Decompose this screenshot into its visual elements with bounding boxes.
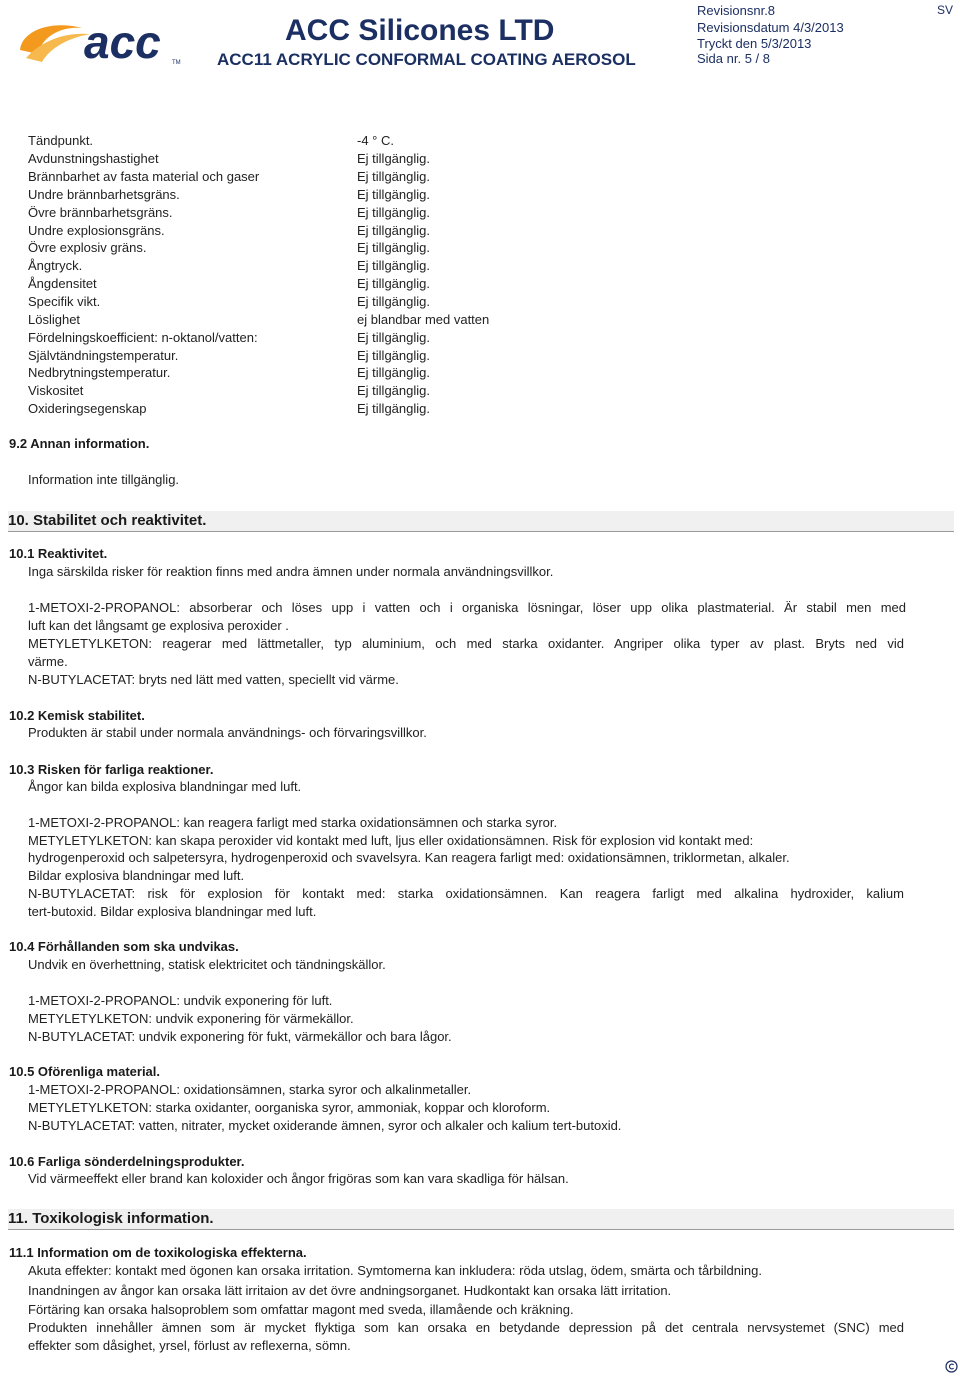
- property-label: Ångtryck.: [28, 258, 83, 273]
- paragraph-line: N-BUTYLACETAT: bryts ned lätt med vatten, speciellt vid värme.: [28, 672, 399, 687]
- property-value: Ej tillgänglig.: [357, 240, 430, 255]
- paragraph-line: METYLETYLKETON: kan skapa peroxider vid kontakt med luft, ljus eller oxidationsämnen. Risk för explosion vid kontakt med:: [28, 833, 754, 848]
- property-value: Ej tillgänglig.: [357, 330, 430, 345]
- paragraph-line: Akuta effekter: kontakt med ögonen kan orsaka irritation. Symtomerna kan inkludera: röda utslag, ödem, smärta och tårbildning.: [28, 1263, 762, 1278]
- paragraph-line: N-BUTYLACETAT: risk för explosion för kontakt med: starka oxidationsämnen. Kan reagera farligt med alkalina hydroxider, kalium: [28, 886, 904, 901]
- section-10-header: [8, 511, 954, 532]
- svg-text:TM: TM: [172, 60, 181, 66]
- property-value: Ej tillgänglig.: [357, 223, 430, 238]
- acc-logo: [12, 14, 192, 68]
- company-name: ACC Silicones LTD: [285, 14, 555, 47]
- paragraph-line: Förtäring kan orsaka halsoproblem som omfattar magont med sveda, illamående och kräkning.: [28, 1302, 574, 1317]
- property-label: Tändpunkt.: [28, 133, 94, 148]
- property-label: Ångdensitet: [28, 276, 97, 291]
- property-value: ej blandbar med vatten: [357, 312, 490, 327]
- property-label: Löslighet: [28, 312, 81, 327]
- subsection-heading-9-2: 9.2 Annan information.: [9, 436, 150, 451]
- paragraph-line: N-BUTYLACETAT: undvik exponering för fukt, värmekällor och bara lågor.: [28, 1029, 452, 1044]
- property-label: Viskositet: [28, 383, 84, 398]
- property-label: Övre brännbarhetsgräns.: [28, 205, 173, 220]
- property-label: Nedbrytningstemperatur.: [28, 365, 171, 380]
- property-value: Ej tillgänglig.: [357, 258, 430, 273]
- paragraph-line: värme.: [28, 654, 68, 669]
- paragraph-line: Inandningen av ångor kan orsaka lätt irritaion av det övre andningsorganet. Hudkontakt kan orsaka lätt irritation.: [28, 1283, 672, 1298]
- subsection-heading-10-4: 10.4 Förhållanden som ska undvikas.: [9, 939, 239, 954]
- paragraph-line: Bildar explosiva blandningar med luft.: [28, 868, 245, 883]
- property-value: Ej tillgänglig.: [357, 205, 430, 220]
- property-label: Brännbarhet av fasta material och gaser: [28, 169, 260, 184]
- property-value: -4 ° C.: [357, 133, 394, 148]
- property-label: Övre explosiv gräns.: [28, 240, 147, 255]
- property-label: Undre brännbarhetsgräns.: [28, 187, 180, 202]
- property-label: Oxideringsegenskap: [28, 401, 147, 416]
- subsection-heading-10-3: 10.3 Risken för farliga reaktioner.: [9, 762, 214, 777]
- language-code: SV: [937, 3, 954, 17]
- subsection-heading-10-1: 10.1 Reaktivitet.: [9, 546, 108, 561]
- paragraph-line: luft kan det långsamt ge explosiva peroxider .: [28, 618, 289, 633]
- copyright-icon: [945, 1360, 958, 1373]
- paragraph-line: effekter som dåsighet, yrsel, förlust av reflexerna, sömn.: [28, 1338, 351, 1353]
- property-value: Ej tillgänglig.: [357, 294, 430, 309]
- property-label: Självtändningstemperatur.: [28, 348, 179, 363]
- subsection-heading-10-2: 10.2 Kemisk stabilitet.: [9, 708, 145, 723]
- paragraph-line: Undvik en överhettning, statisk elektricitet och tändningskällor.: [28, 957, 386, 972]
- print-date: Tryckt den 5/3/2013: [697, 36, 812, 51]
- paragraph-line: Inga särskilda risker för reaktion finns med andra ämnen under normala användningsvillkor.: [28, 564, 554, 579]
- paragraph-line: tert-butoxid. Bildar explosiva blandningar med luft.: [28, 904, 317, 919]
- paragraph-line: METYLETYLKETON: reagerar med lättmetaller, typ aluminium, och med starka oxidanter. Angriper olika typer av plast. Bryts ned vid: [28, 636, 904, 651]
- svg-text:acc: acc: [84, 16, 161, 68]
- page-number: Sida nr. 5 / 8: [697, 51, 770, 66]
- section-10-title: 10. Stabilitet och reaktivitet.: [8, 512, 207, 529]
- property-value: Ej tillgänglig.: [357, 383, 430, 398]
- revision-date: Revisionsdatum 4/3/2013: [697, 20, 844, 35]
- paragraph-line: Vid värmeeffekt eller brand kan koloxider och ångor frigöras som kan vara skadliga för hälsan.: [28, 1171, 569, 1186]
- paragraph-line: Ångor kan bilda explosiva blandningar med luft.: [28, 779, 302, 794]
- info-text: Information inte tillgänglig.: [28, 472, 180, 487]
- property-label: Undre explosionsgräns.: [28, 223, 165, 238]
- property-value: Ej tillgänglig.: [357, 187, 430, 202]
- property-value: Ej tillgänglig.: [357, 365, 430, 380]
- subsection-heading-11-1: 11.1 Information om de toxikologiska effekterna.: [9, 1245, 307, 1260]
- property-label: Specifik vikt.: [28, 294, 101, 309]
- paragraph-line: N-BUTYLACETAT: vatten, nitrater, mycket oxiderande ämnen, syror och alkaler och kalium tert-butoxid.: [28, 1118, 622, 1133]
- paragraph-line: METYLETYLKETON: undvik exponering för värmekällor.: [28, 1011, 354, 1026]
- paragraph-line: Produkten innehåller ämnen som är mycket flyktiga som kan orsaka en betydande depression på det centrala nervsystemet (SNC) med: [28, 1320, 904, 1335]
- paragraph-line: 1-METOXI-2-PROPANOL: kan reagera farligt med starka oxidationsämnen och starka syror.: [28, 815, 558, 830]
- property-value: Ej tillgänglig.: [357, 169, 430, 184]
- product-name: ACC11 ACRYLIC CONFORMAL COATING AEROSOL: [217, 50, 636, 69]
- paragraph-line: 1-METOXI-2-PROPANOL: oxidationsämnen, starka syror och alkalinmetaller.: [28, 1082, 472, 1097]
- property-value: Ej tillgänglig.: [357, 401, 430, 416]
- subsection-heading-10-6: 10.6 Farliga sönderdelningsprodukter.: [9, 1154, 245, 1169]
- subsection-heading-10-5: 10.5 Oförenliga material.: [9, 1064, 161, 1079]
- section-11-header: [8, 1209, 954, 1230]
- paragraph-line: 1-METOXI-2-PROPANOL: undvik exponering för luft.: [28, 993, 333, 1008]
- paragraph-line: METYLETYLKETON: starka oxidanter, oorganiska syror, ammoniak, koppar och kloroform.: [28, 1100, 551, 1115]
- paragraph-line: hydrogenperoxid och salpetersyra, hydrogenperoxid och svavelsyra. Kan reagera farligt med: oxidationsämnen, triklormetan, alkaler.: [28, 850, 790, 865]
- paragraph-line: 1-METOXI-2-PROPANOL: absorberar och löses upp i vatten och i organiska lösningar, löser upp olika plastmaterial. Är stabil men med: [28, 600, 906, 615]
- revision-number: Revisionsnr.8: [697, 3, 776, 18]
- property-value: Ej tillgänglig.: [357, 276, 430, 291]
- property-label: Fördelningskoefficient: n-oktanol/vatten:: [28, 330, 258, 345]
- property-value: Ej tillgänglig.: [357, 151, 430, 166]
- section-11-title: 11. Toxikologisk information.: [8, 1210, 214, 1227]
- property-value: Ej tillgänglig.: [357, 348, 430, 363]
- property-label: Avdunstningshastighet: [28, 151, 159, 166]
- paragraph-line: Produkten är stabil under normala användnings- och förvaringsvillkor.: [28, 725, 427, 740]
